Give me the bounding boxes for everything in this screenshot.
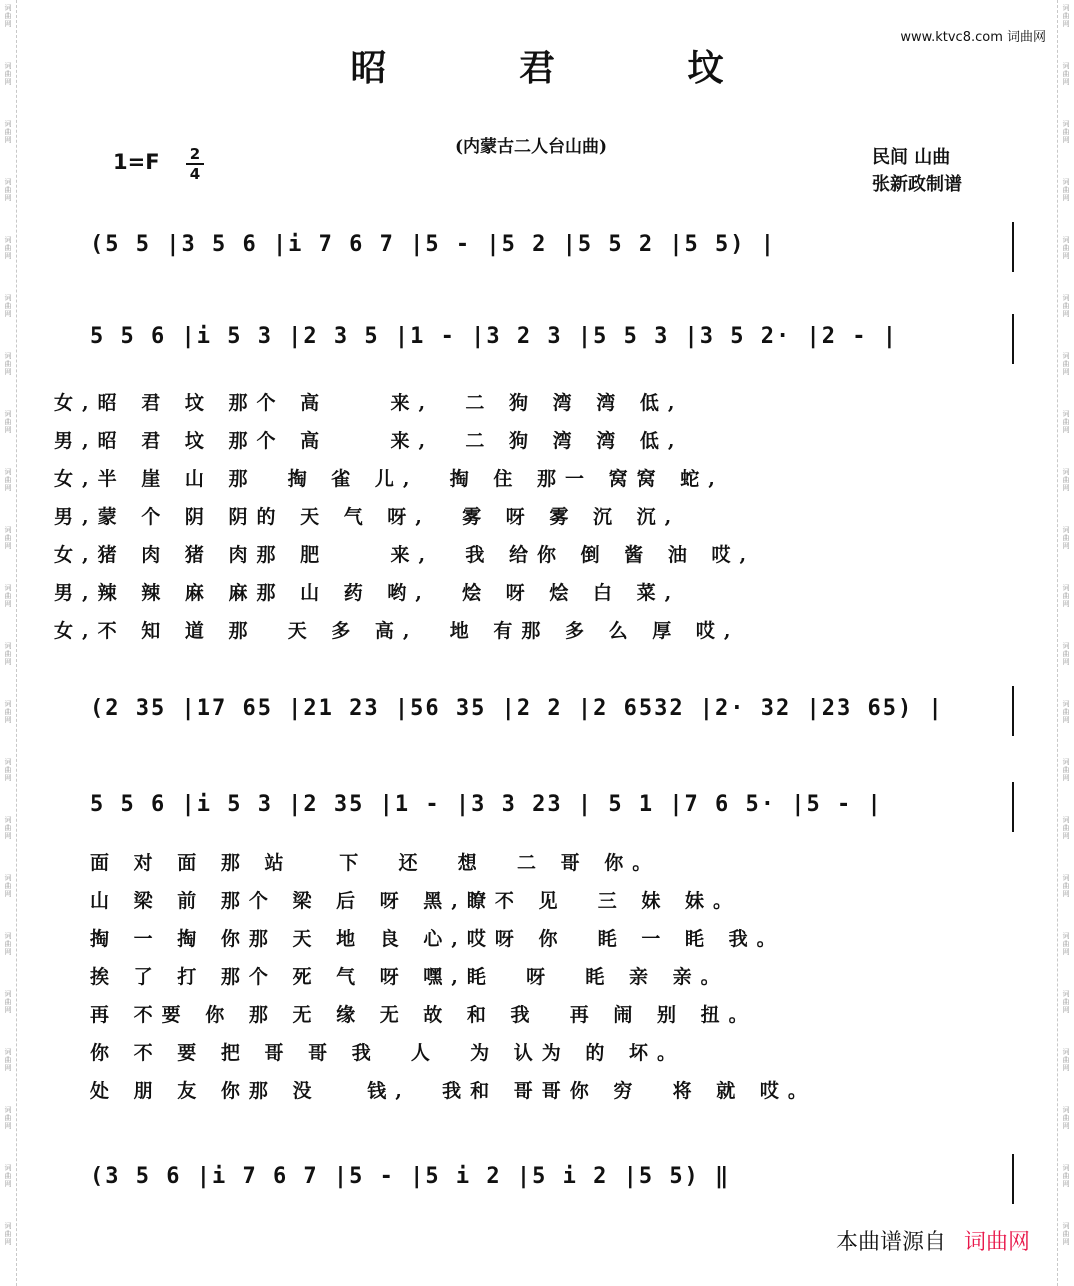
watermark-text: 词 曲 网 — [4, 584, 12, 608]
watermark-text: 词 曲 网 — [1062, 990, 1070, 1014]
right-watermark-strip — [1057, 0, 1074, 1286]
watermark-text: 词 曲 网 — [4, 1222, 12, 1246]
score-notes: 5 5 6 |i 5 3 |2 3 5 |1 - |3 2 3 |5 5 3 |3 5 2· |2 - | — [90, 324, 898, 349]
final-barline — [1012, 1154, 1014, 1204]
time-signature-bottom: 4 — [189, 165, 201, 183]
lyric-line: 女,昭 君 坟 那个 高 来, 二 狗 湾 湾 低, — [54, 392, 684, 414]
watermark-text: 词 曲 网 — [1062, 178, 1070, 202]
watermark-text: 词 曲 网 — [1062, 120, 1070, 144]
watermark-text: 词 曲 网 — [4, 120, 12, 144]
final-barline — [1012, 314, 1014, 364]
watermark-text: 词 曲 网 — [4, 1106, 12, 1130]
source-label: 本曲谱源自 — [835, 1230, 946, 1255]
lyric-line: 再 不要 你 那 无 缘 无 故 和 我 再 闹 别 扭。 — [90, 1004, 757, 1026]
composer-credit: 民间 山曲 — [872, 147, 951, 168]
watermark-text: 词 曲 网 — [1062, 1222, 1070, 1246]
watermark-text: 词 曲 网 — [4, 642, 12, 666]
lyric-line: 面 对 面 那 站 下 还 想 二 哥 你。 — [90, 852, 661, 874]
watermark-text: 词 曲 网 — [1062, 642, 1070, 666]
watermark-text: 词 曲 网 — [1062, 468, 1070, 492]
watermark-text: 词 曲 网 — [1062, 1048, 1070, 1072]
watermark-text: 词 曲 网 — [1062, 700, 1070, 724]
watermark-text: 词 曲 网 — [1062, 4, 1070, 28]
lyric-line: 女,半 崖 山 那 掏 雀 儿, 掏 住 那一 窝窝 蛇, — [54, 468, 724, 490]
lyric-line: 你 不 要 把 哥 哥 我 人 为 认为 的 坏。 — [90, 1042, 685, 1064]
watermark-text: 词 曲 网 — [4, 1048, 12, 1072]
final-barline — [1012, 686, 1014, 736]
lyric-line: 女,不 知 道 那 天 多 高, 地 有那 多 么 厚 哎, — [54, 620, 740, 642]
watermark-text: 词 曲 网 — [1062, 758, 1070, 782]
watermark-text: 词 曲 网 — [4, 468, 12, 492]
score-line-intro — [90, 222, 1014, 278]
score-notes: (2 35 |17 65 |21 23 |56 35 |2 2 |2 6532 |2· 32 |23 65) | — [90, 696, 944, 721]
watermark-text: 词 曲 网 — [1062, 236, 1070, 260]
watermark-text: 词 曲 网 — [1062, 1106, 1070, 1130]
final-barline — [1012, 782, 1014, 832]
watermark-text: 词 曲 网 — [1062, 352, 1070, 376]
lyric-line: 掏 一 掏 你那 天 地 良 心,哎呀 你 眊 一 眊 我。 — [90, 928, 785, 950]
watermark-text: 词 曲 网 — [1062, 410, 1070, 434]
watermark-text: 词 曲 网 — [4, 526, 12, 550]
watermark-text: 词 曲 网 — [4, 1164, 12, 1188]
arranger-credit: 张新政制谱 — [872, 174, 962, 195]
score-line-verse-a — [90, 314, 1014, 370]
time-signature-top: 2 — [189, 145, 201, 163]
watermark-text: 词 曲 网 — [4, 236, 12, 260]
lyric-line: 男,蒙 个 阴 阴的 天 气 呀, 雾 呀 雾 沉 沉, — [54, 506, 681, 528]
watermark-text: 词 曲 网 — [4, 294, 12, 318]
watermark-text: 词 曲 网 — [1062, 62, 1070, 86]
source-attribution — [822, 1200, 1030, 1256]
watermark-text: 词 曲 网 — [4, 4, 12, 28]
watermark-text: 词 曲 网 — [4, 700, 12, 724]
key-signature: 1=F — [113, 150, 160, 174]
watermark-text: 词 曲 网 — [1062, 932, 1070, 956]
score-notes: (3 5 6 |i 7 6 7 |5 - |5 i 2 |5 i 2 |5 5) ‖ — [90, 1164, 731, 1189]
time-signature — [186, 146, 204, 182]
watermark-text: 词 曲 网 — [4, 62, 12, 86]
lyric-line: 女,猪 肉 猪 肉那 肥 来, 我 给你 倒 酱 油 哎, — [54, 544, 756, 566]
score-notes: (5 5 |3 5 6 |i 7 6 7 |5 - |5 2 |5 5 2 |5 5) | — [90, 232, 777, 257]
score-line-interlude — [90, 686, 1014, 742]
watermark-text: 词 曲 网 — [4, 816, 12, 840]
watermark-text: 词 曲 网 — [1062, 816, 1070, 840]
watermark-text: 词 曲 网 — [4, 932, 12, 956]
watermark-text: 词 曲 网 — [1062, 874, 1070, 898]
lyric-line: 挨 了 打 那个 死 气 呀 嘿,眊 呀 眊 亲 亲。 — [90, 966, 729, 988]
watermark-text: 词 曲 网 — [4, 990, 12, 1014]
lyric-line: 处 朋 友 你那 没 钱, 我和 哥哥你 穷 将 就 哎。 — [90, 1080, 816, 1102]
lyric-line: 男,昭 君 坟 那个 高 来, 二 狗 湾 湾 低, — [54, 430, 684, 452]
song-title: 昭 君 坟 — [350, 47, 784, 89]
source-site-link[interactable]: 词曲网 — [963, 1230, 1030, 1255]
watermark-text: 词 曲 网 — [4, 178, 12, 202]
score-line-verse-b — [90, 782, 1014, 838]
song-subtitle: (内蒙古二人台山曲) — [455, 137, 608, 157]
watermark-text: 词 曲 网 — [4, 352, 12, 376]
final-barline — [1012, 222, 1014, 272]
watermark-text: 词 曲 网 — [1062, 294, 1070, 318]
lyric-line: 山 梁 前 那个 梁 后 呀 黑,瞭不 见 三 妹 妹。 — [90, 890, 741, 912]
watermark-text: 词 曲 网 — [4, 410, 12, 434]
watermark-text: 词 曲 网 — [1062, 526, 1070, 550]
left-watermark-strip — [0, 0, 17, 1286]
score-notes: 5 5 6 |i 5 3 |2 35 |1 - |3 3 23 | 5 1 |7 6 5· |5 - | — [90, 792, 883, 817]
watermark-text: 词 曲 网 — [4, 874, 12, 898]
watermark-text: 词 曲 网 — [4, 758, 12, 782]
watermark-text: 词 曲 网 — [1062, 1164, 1070, 1188]
site-url[interactable]: www.ktvc8.com 词曲网 — [900, 30, 1046, 45]
lyric-line: 男,辣 辣 麻 麻那 山 药 哟, 烩 呀 烩 白 菜, — [54, 582, 681, 604]
watermark-text: 词 曲 网 — [1062, 584, 1070, 608]
